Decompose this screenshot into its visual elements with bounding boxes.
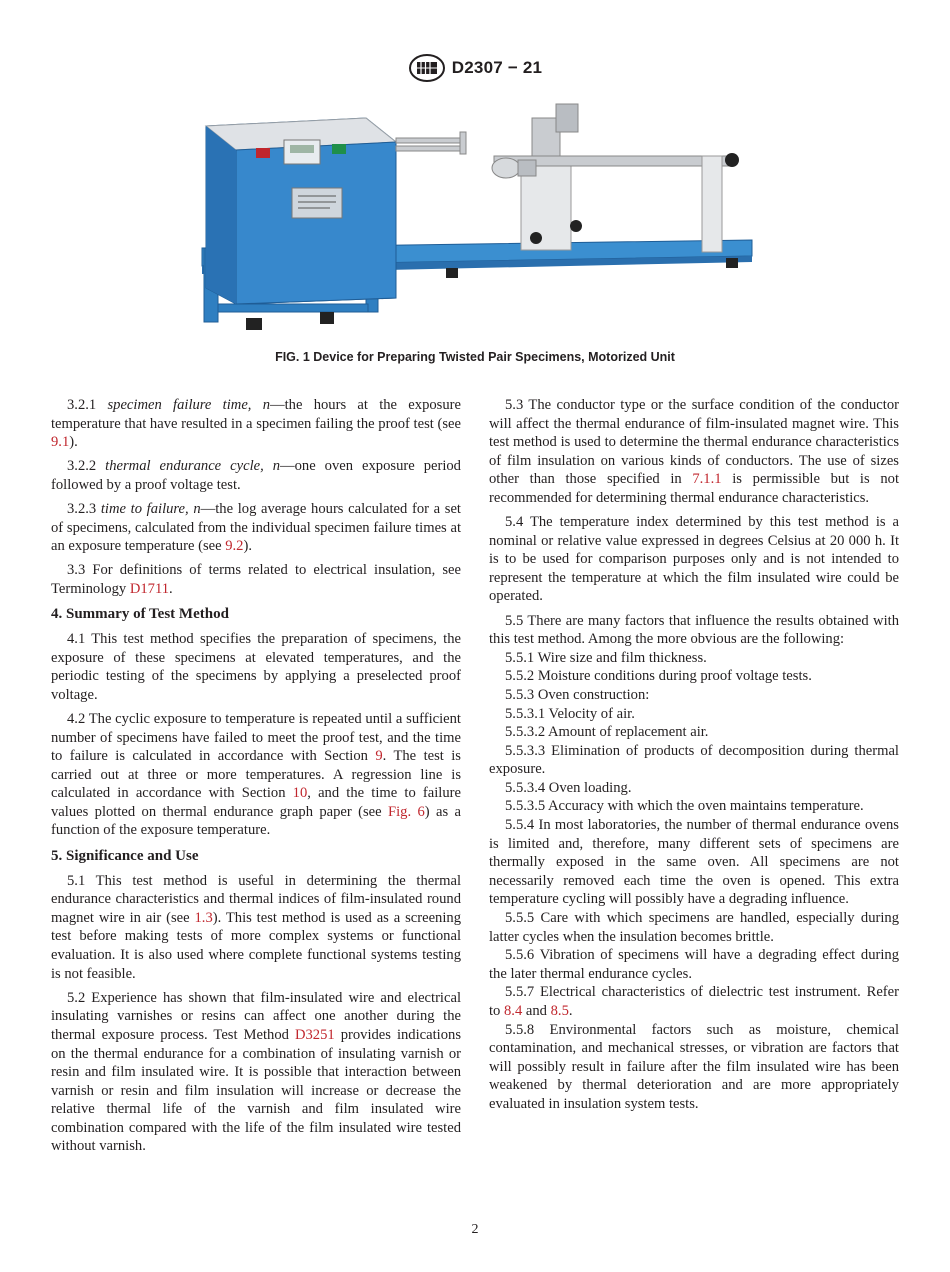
paragraph	[51, 500, 461, 556]
cross-reference-link[interactable]: 9.1	[51, 434, 70, 451]
text-run: 5.5.2 Moisture conditions during proof voltage tests.	[505, 668, 812, 685]
text-run: ).	[243, 538, 252, 555]
paragraph	[489, 612, 899, 649]
paragraph	[51, 457, 461, 494]
astm-logo-icon	[408, 53, 446, 83]
paragraph	[489, 705, 899, 724]
nameplate	[292, 188, 342, 218]
paragraph	[51, 561, 461, 598]
text-run: . The test is carried out at three or more temperatures. A regression line is calculated in accordance with Section	[51, 748, 461, 802]
text-run: ).	[69, 434, 78, 451]
paragraph	[489, 779, 899, 798]
text-run: 5.5.3.5 Accuracy with which the oven maintains temperature.	[505, 798, 864, 815]
text-run: and	[522, 1003, 551, 1019]
text-run: .	[169, 580, 173, 597]
text-run: ) as a function of the exposure temperature.	[51, 803, 461, 839]
text-run: 5.5.6 Vibration of specimens will have a degrading effect during the later thermal endurance cycles.	[489, 947, 899, 982]
text-run: 5.3 The conductor type or the surface condition of the conductor will affect the thermal endurance of film-insulated magnet wire. This test method is used to determine the thermal endurance characteristics of film insulation on various kinds of conductors. The use of sizes other than those specified in	[489, 397, 899, 488]
text-run: 4.2 The cyclic exposure to temperature is repeated until a sufficient number of specimens have failed to meet the proof test, and the time to failure is calculated in accordance with Section	[51, 710, 461, 765]
green-button	[332, 144, 346, 154]
text-run: .	[568, 1003, 573, 1019]
text-run: 5.5.1 Wire size and film thickness.	[505, 649, 707, 666]
text-run: 3.3 For definitions of terms related to electrical insulation, see Terminology	[51, 562, 461, 597]
term-name: thermal endurance cycle, n	[105, 458, 281, 475]
cross-reference-link[interactable]: 10	[292, 785, 308, 802]
term-name: specimen failure time, n	[107, 397, 271, 413]
text-run: —the hours at the exposure temperature that have resulted in a specimen failing the proof test (see	[51, 397, 461, 432]
text-run: 4.1 This test method specifies the preparation of specimens, the exposure of these specimens at elevated temperatures, and the periodic testing of the specimens by applying a preselected proof voltage.	[51, 631, 461, 703]
text-run: 5.5.3.1 Velocity of air.	[505, 705, 635, 722]
cross-reference-link[interactable]: 8.4	[504, 1003, 523, 1019]
text-run: 5.5.3.2 Amount of replacement air.	[505, 724, 709, 741]
text-run: provides indications on the thermal endurance for a combination of insulating varnish or resin and film insulated wire. It is possible that interaction between varnish or resin and film insulation will increase or decrease the relative thermal life of the varnish and film insulated wire combination compared with the life of the film insulated wire tested without varnish.	[51, 1026, 461, 1155]
paragraph	[51, 630, 461, 704]
paragraph	[489, 686, 899, 705]
paragraph	[51, 396, 461, 452]
paragraph	[489, 742, 899, 779]
paragraph	[489, 667, 899, 686]
figure-caption: FIG. 1 Device for Preparing Twisted Pair Specimens, Motorized Unit	[275, 350, 675, 364]
paragraph	[489, 946, 899, 983]
paragraph	[489, 1021, 899, 1114]
left-column	[51, 396, 461, 1162]
text-run: 5.5.3 Oven construction:	[505, 686, 650, 703]
paragraph	[489, 649, 899, 668]
cross-reference-link[interactable]: 7.1.1	[692, 471, 722, 488]
text-run: 3.2.2	[67, 458, 106, 475]
text-run: 5.2 Experience has shown that film-insulated wire and electrical insulating varnishes or resins can affect one another during the thermal exposure process. Test Method	[51, 989, 461, 1043]
text-run: 5.1 This test method is useful in determining the thermal endurance characteristics and thermal indices of film-insulated round magnet wire in air (see	[51, 872, 461, 926]
text-run: 5.5.4 In most laboratories, the number of thermal endurance ovens is limited and, therefore, many different sets of specimens are thermally exposed in the same oven. All specimens are not necessarily removed each time the oven is opened. This extra temperature cycling will possibly have a degrading influence.	[489, 817, 899, 908]
text-run: 3.2.1	[67, 397, 108, 413]
page-number: 2	[471, 1222, 479, 1237]
cross-reference-link[interactable]: 8.5	[550, 1003, 569, 1019]
text-run: is permissible but is not recommended for determining thermal endurance characteristics.	[489, 471, 900, 506]
text-run: , and the time to failure values plotted on thermal endurance graph paper (see	[51, 785, 461, 820]
cross-reference-link[interactable]: 9	[375, 748, 383, 765]
section-heading: 5. Significance and Use	[51, 848, 199, 865]
paragraph	[489, 723, 899, 742]
paragraph	[51, 872, 461, 984]
text-run: 5.5.5 Care with which specimens are handled, especially during latter cycles when the insulation becomes brittle.	[489, 910, 899, 945]
cross-reference-link[interactable]: D1711	[129, 580, 170, 597]
text-run: 5.5.3.4 Oven loading.	[505, 779, 632, 796]
paragraph	[51, 989, 461, 1156]
text-run: 5.5.7 Electrical characteristics of dielectric test instrument. Refer to	[489, 984, 899, 1019]
paragraph	[51, 710, 461, 840]
cross-reference-link[interactable]: 1.3	[194, 909, 213, 926]
text-run: ). This test method is used as a screening test before making tests of more complex systems or functional evaluation. It is also used where complete functional systems testing is not feasible.	[51, 909, 462, 982]
text-run: 5.4 The temperature index determined by this test method is a nominal or relative value expressed in degrees Celsius at 20 000 h. It is to be used for comparison purposes only and is not intended to represent the temperature at which the film insulated wire could be operated.	[489, 514, 899, 605]
term-name: time to failure, n	[100, 500, 201, 517]
right-column	[489, 396, 899, 1114]
right-post	[702, 156, 722, 252]
text-run: —the log average hours calculated for a set of specimens, calculated from the individual specimen failure times at an exposure temperature (see	[51, 500, 461, 555]
section-heading: 4. Summary of Test Method	[51, 606, 229, 623]
text-run: 3.2.3	[67, 500, 101, 517]
red-button	[256, 148, 270, 158]
document-id: D2307 − 21	[451, 58, 543, 77]
text-run: —one oven exposure period followed by a proof voltage test.	[51, 458, 461, 493]
paragraph	[489, 396, 899, 508]
text-run: 5.5.3.3 Elimination of products of decomposition during thermal exposure.	[489, 742, 899, 778]
twisted-pair-device-figure	[196, 98, 762, 338]
paragraph	[489, 983, 899, 1020]
text-run: 5.5.8 Environmental factors such as moisture, chemical contamination, and mechanical stresses, or vibration are factors that will possibly result in failure after the film insulated wire has been weakened by thermal deterioration and are more appropriately evaluated in insulation system tests.	[489, 1021, 899, 1112]
paragraph	[489, 816, 899, 909]
paragraph	[489, 909, 899, 946]
paragraph	[489, 797, 899, 816]
cross-reference-link[interactable]: D3251	[294, 1026, 335, 1043]
page-header	[0, 52, 950, 84]
cross-reference-link[interactable]: 9.2	[225, 538, 244, 555]
paragraph	[489, 513, 899, 606]
text-run: 5.5 There are many factors that influence the results obtained with this test method. Among the more obvious are the following:	[489, 612, 899, 648]
cross-reference-link[interactable]: Fig. 6	[387, 803, 425, 820]
